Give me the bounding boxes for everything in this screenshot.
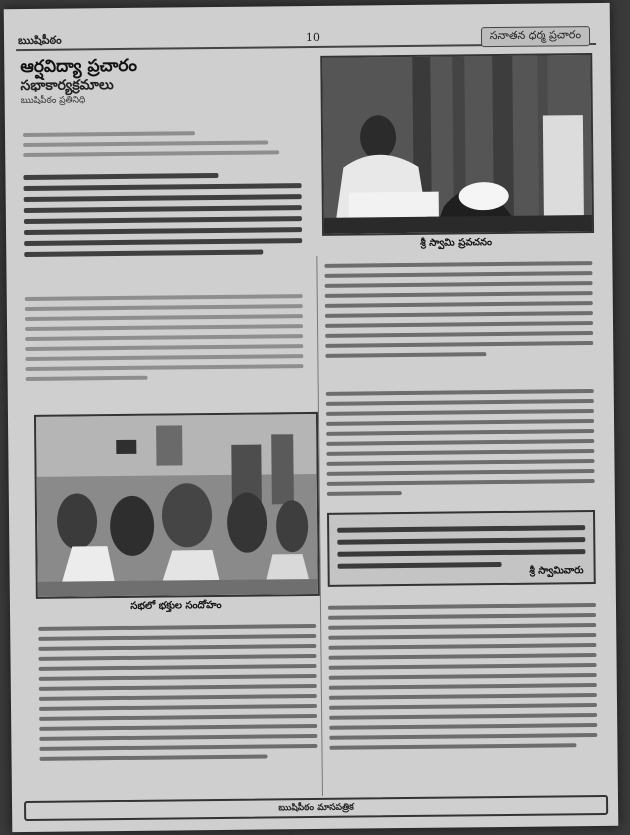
article-body-left-1 (23, 124, 301, 163)
speaker-photo (320, 53, 594, 236)
article-body-right-3 (328, 597, 598, 756)
article-body-left-4 (38, 618, 318, 767)
article-body-left-3 (25, 288, 304, 387)
audience-photo-art (36, 414, 318, 597)
article-body-left-2 (23, 166, 302, 263)
article-body-right-2 (326, 383, 595, 502)
audience-photo (34, 412, 320, 599)
page-number: 10 (305, 30, 321, 45)
newspaper-page (4, 3, 619, 832)
article-byline: ఋషిపీఠం ప్రతినిధి (20, 95, 86, 107)
page-header (16, 27, 596, 51)
header-right-tag: సనాతన ధర్మ ప్రచారం (481, 26, 590, 47)
speaker-photo-caption: శ్రీ స్వామి ప్రవచనం (420, 237, 493, 249)
article-headline-block (20, 54, 301, 107)
page-footer: ఋషిపీఠం మాసపత్రిక (24, 795, 608, 821)
article-body-right-1 (324, 255, 593, 364)
article-title-line2: సభాకార్యక్రమాలు (20, 77, 114, 95)
speaker-photo-art (322, 55, 592, 234)
article-title-line1: ఆర్షవిద్యా ప్రచారం (20, 55, 138, 78)
header-left-text: ఋషిపీఠం (17, 33, 62, 48)
audience-photo-caption: సభలో భక్తుల సందోహం (130, 599, 222, 612)
quote-author: శ్రీ స్వామివారు (529, 565, 584, 577)
quote-box (327, 510, 596, 587)
